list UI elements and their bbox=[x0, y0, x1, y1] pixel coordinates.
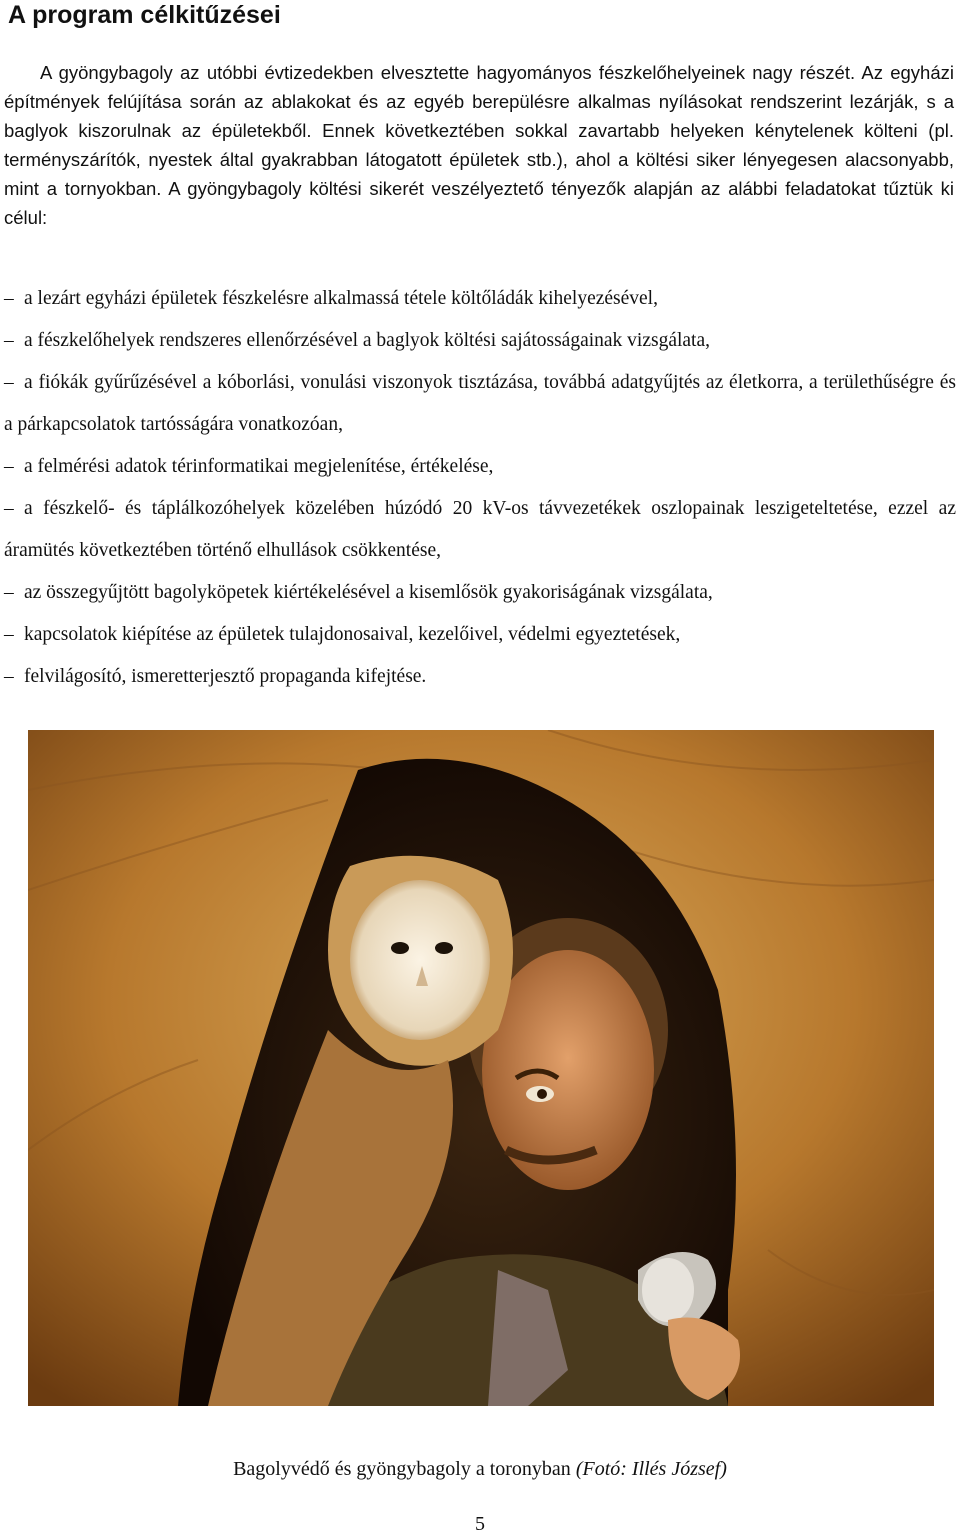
owl-photo-illustration bbox=[28, 730, 934, 1406]
pupil bbox=[537, 1089, 547, 1099]
list-dash: – bbox=[4, 330, 14, 351]
figure-caption bbox=[0, 1456, 960, 1482]
photo-credit: (Fotó: Illés József) bbox=[575, 1458, 727, 1480]
goals-list bbox=[4, 278, 956, 698]
list-dash: – bbox=[4, 372, 14, 393]
list-dash: – bbox=[4, 288, 14, 309]
flashlight-lens bbox=[642, 1258, 694, 1322]
goal-text: a felmérési adatok térinformatikai megjelenítése, értékelése, bbox=[24, 456, 494, 477]
goal-item bbox=[4, 362, 956, 446]
intro-paragraph bbox=[4, 58, 954, 232]
goal-item bbox=[4, 446, 956, 488]
list-dash: – bbox=[4, 624, 14, 645]
goal-item bbox=[4, 488, 956, 572]
goal-item bbox=[4, 656, 956, 698]
list-dash: – bbox=[4, 582, 14, 603]
goal-text: a fészkelőhelyek rendszeres ellenőrzésével a baglyok költési sajátosságainak vizsgálata, bbox=[24, 330, 711, 351]
list-dash: – bbox=[4, 456, 14, 477]
goal-item bbox=[4, 278, 956, 320]
goal-text: a lezárt egyházi épületek fészkelésre alkalmassá tétele költőládák kihelyezésével, bbox=[24, 288, 658, 309]
goal-item bbox=[4, 572, 956, 614]
caption-text: Bagolyvédő és gyöngybagoly a toronyban bbox=[233, 1458, 576, 1480]
list-dash: – bbox=[4, 666, 14, 687]
section-heading: A program célkitűzései bbox=[8, 1, 281, 29]
goal-text: felvilágosító, ismeretterjesztő propaganda kifejtése. bbox=[24, 666, 427, 687]
list-dash: – bbox=[4, 498, 14, 519]
goal-item bbox=[4, 614, 956, 656]
goal-text: kapcsolatok kiépítése az épületek tulajdonosaival, kezelőivel, védelmi egyeztetések, bbox=[24, 624, 681, 645]
owl-eye-left bbox=[391, 942, 409, 954]
goal-text: a fiókák gyűrűzésével a kóborlási, vonulási viszonyok tisztázása, továbbá adatgyűjtés az életkorra, a területhűségre és a párkapcsolatok tartósságára vonatkozóan, bbox=[4, 372, 956, 435]
goal-item bbox=[4, 320, 956, 362]
goal-text: az összegyűjtött bagolyköpetek kiértékelésével a kisemlősök gyakoriságának vizsgálata, bbox=[24, 582, 713, 603]
owl-eye-right bbox=[435, 942, 453, 954]
goal-text: a fészkelő- és táplálkozóhelyek közelében húzódó 20 kV-os távvezetékek oszlopainak leszigeteltetése, ezzel az áramütés következtében történő elhullások csökkentése, bbox=[4, 498, 956, 561]
page-number: 5 bbox=[475, 1513, 485, 1535]
owl-facial-disc bbox=[350, 880, 490, 1040]
intro-paragraph-text: A gyöngybagoly az utóbbi évtizedekben elvesztette hagyományos fészkelőhelyeinek nagy részét. Az egyházi építmények felújítása során az ablakokat és az egyéb berepülésre alkalmas nyílásokat rendszerint lezárják, s a baglyok kiszorulnak az épületekből. Ennek következtében sokkal zavartabb helyeken kénytelenek költeni (pl. terményszárítók, nyestek által gyakrabban látogatott épületek stb.), ahol a költési siker lényegesen alacsonyabb, mint a tornyokban. A gyöngybagoly költési sikerét veszélyeztető tényezők alapján az alábbi feladatokat tűztük ki célul: bbox=[4, 62, 954, 228]
owl-photo bbox=[28, 730, 934, 1406]
